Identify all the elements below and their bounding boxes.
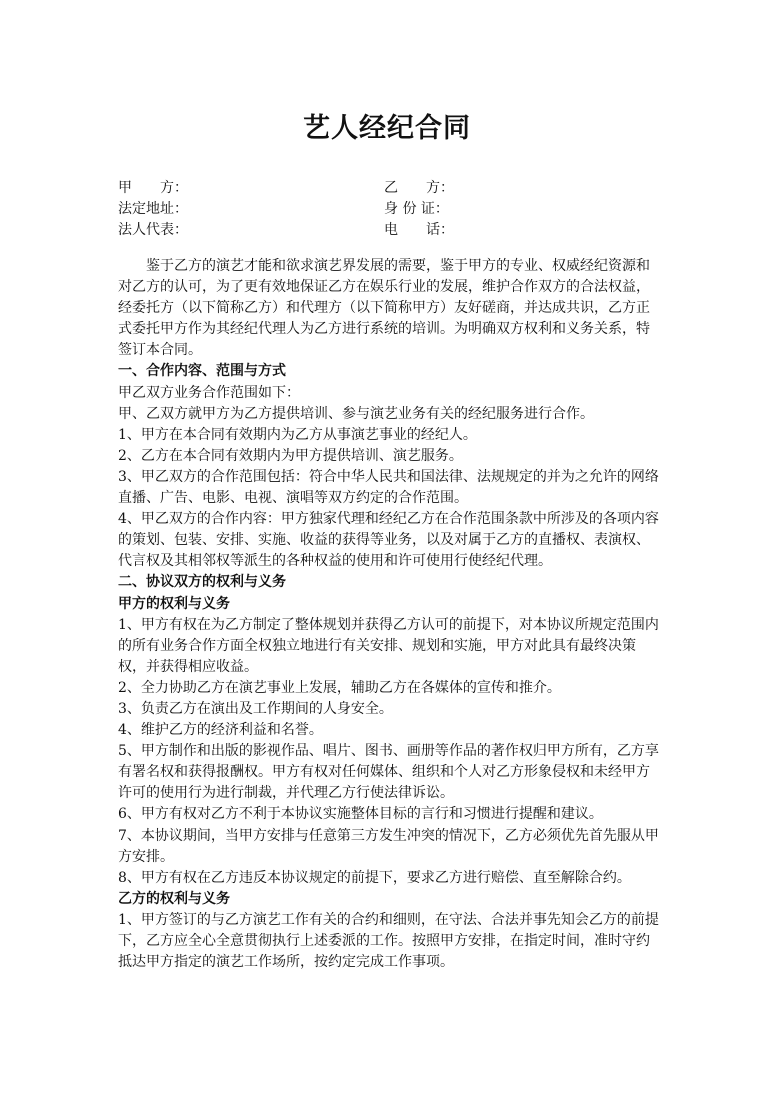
section-heading: 一、合作内容、范围与方式 [118,363,286,380]
contract-paragraph: 3、负责乙方在演出及工作期间的人身安全。 [118,700,393,717]
contract-body [118,256,660,973]
contract-paragraph: 7、本协议期间，当甲方安排与任意第三方发生冲突的情况下，乙方必须优先首先服从甲方安排。 [118,827,659,865]
contract-paragraph: 1、甲方在本合同有效期内为乙方从事演艺事业的经纪人。 [118,426,477,443]
contract-paragraph: 4、甲乙双方的合作内容：甲方独家代理和经纪乙方在合作范围条款中所涉及的各项内容的策划、包装、安排、实施、收益的获得等业务，以及对属于乙方的直播权、表演权、代言权及其相邻权等派生的各种权益的使用和许可使用行使经纪代理。 [118,511,659,570]
contract-paragraph: 鉴于乙方的演艺才能和欲求演艺界发展的需要，鉴于甲方的专业、权威经纪资源和对乙方的认可，为了更有效地保证乙方在娱乐行业的发展，维护合作双方的合法权益，经委托方（以下简称乙方）和代理方（以下简称甲方）友好磋商，并达成共识，乙方正式委托甲方作为其经纪代理人为乙方进行系统的培训。为明确双方权利和义务关系，特签订本合同。 [118,258,650,359]
section-heading: 甲方的权利与义务 [118,595,230,612]
section-heading: 二、协议双方的权利与义务 [118,574,286,591]
party-b-label: 乙 方： [384,180,454,196]
contract-paragraph: 6、甲方有权对乙方不利于本协议实施整体目标的言行和习惯进行提醒和建议。 [118,806,603,823]
contract-paragraph: 4、维护乙方的经济利益和名誉。 [118,722,323,739]
party-info-block [118,178,658,241]
party-a-label: 甲 方： [118,180,188,196]
contract-paragraph: 3、甲乙双方的合作范围包括：符合中华人民共和国法律、法规规定的并为之允许的网络直播、广告、电影、电视、演唱等双方约定的合作范围。 [118,468,659,507]
legal-address-label: 法定地址： [118,201,188,217]
contract-paragraph: 甲、乙双方就甲方为乙方提供培训、参与演艺业务有关的经纪服务进行合作。 [118,405,594,422]
party-row [118,220,658,241]
contract-paragraph: 5、甲方制作和出版的影视作品、唱片、图书、画册等作品的著作权归甲方所有，乙方享有署名权和获得报酬权。甲方有权对任何媒体、组织和个人对乙方形象侵权和未经甲方许可的使用行为进行制裁，并代理乙方行使法律诉讼。 [118,743,659,802]
party-row [118,199,658,220]
phone-label: 电 话： [384,222,454,238]
section-heading: 乙方的权利与义务 [118,890,230,907]
legal-representative-label: 法人代表： [118,222,188,238]
contract-paragraph: 8、甲方有权在乙方违反本协议规定的前提下，要求乙方进行赔偿、直至解除合约。 [118,869,631,886]
party-row [118,178,658,199]
document-title: 艺人经纪合同 [303,113,471,144]
contract-paragraph: 2、乙方在本合同有效期内为甲方提供培训、演艺服务。 [118,447,463,464]
contract-paragraph: 1、甲方签订的与乙方演艺工作有关的合约和细则，在守法、合法并事先知会乙方的前提下，乙方应全心全意贯彻执行上述委派的工作。按照甲方安排，在指定时间，准时守约抵达甲方指定的演艺工作场所，按约定完成工作事项。 [118,911,659,971]
contract-paragraph: 2、全力协助乙方在演艺事业上发展，辅助乙方在各媒体的宣传和推介。 [118,679,561,696]
contract-paragraph: 1、甲方有权在为乙方制定了整体规划并获得乙方认可的前提下，对本协议所规定范围内的所有业务合作方面全权独立地进行有关安排、规划和实施，甲方对此具有最终决策权，并获得相应收益。 [118,616,659,675]
contract-paragraph: 甲乙双方业务合作范围如下： [118,384,300,401]
id-card-label: 身 份 证： [384,201,449,217]
